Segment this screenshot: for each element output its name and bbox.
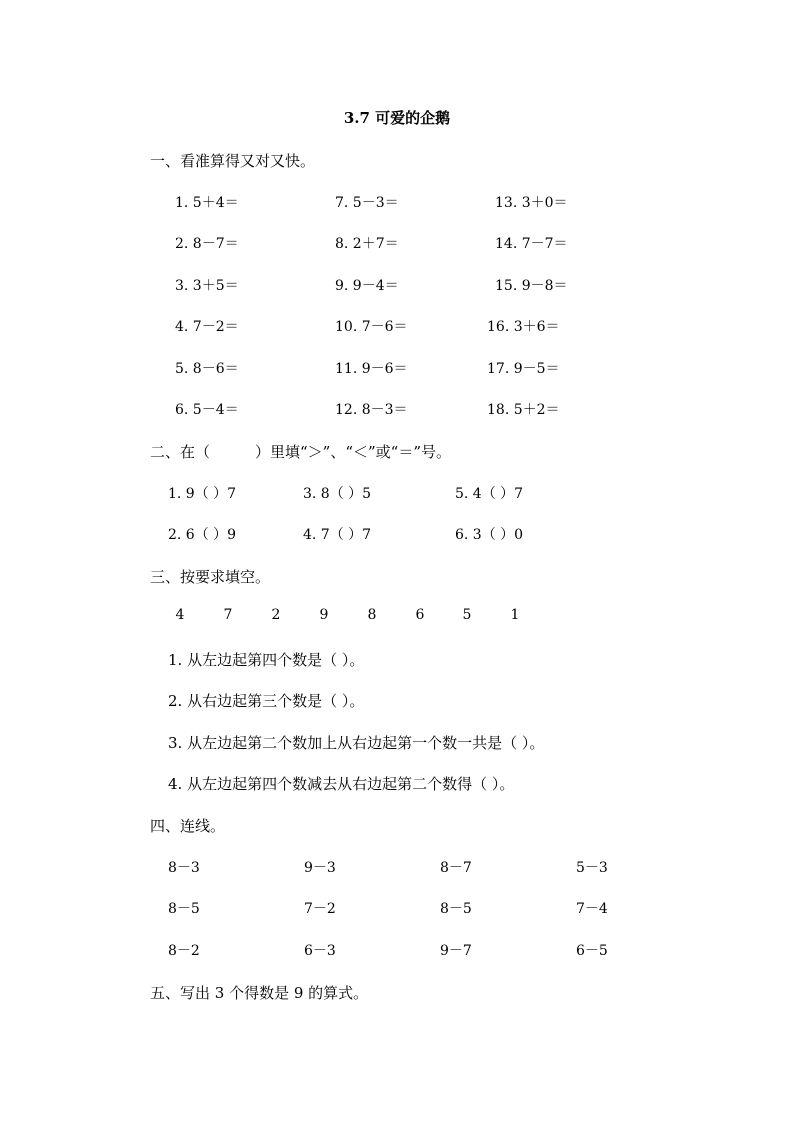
matching-expression: 7－2 [304, 901, 336, 917]
exercise-item: 7. 5－3＝ [335, 195, 399, 211]
exercise-item: 11. 9－6＝ [335, 361, 408, 377]
sequence-number: 5 [462, 607, 472, 623]
exercise-item: 1. 5＋4＝ [175, 195, 239, 211]
fill-question: 3. 从左边起第二个数加上从右边起第一个数一共是（ ）。 [168, 734, 545, 752]
fill-question: 2. 从右边起第三个数是（ ）。 [168, 692, 365, 710]
matching-expression: 5－3 [576, 860, 608, 876]
section-1-heading: 一、看准算得又对又快。 [150, 152, 316, 170]
comparison-item: 4. 7（ ）7 [303, 527, 372, 543]
page-title: 3.7 可爱的企鹅 [343, 109, 451, 127]
exercise-item: 5. 8－6＝ [175, 361, 239, 377]
exercise-item: 14. 7－7＝ [495, 236, 568, 252]
matching-expression: 7－4 [576, 901, 608, 917]
matching-expression: 6－5 [576, 943, 608, 959]
sequence-number: 8 [367, 607, 377, 623]
comparison-item: 1. 9（ ）7 [168, 486, 237, 502]
exercise-item: 9. 9－4＝ [335, 278, 399, 294]
exercise-item: 4. 7－2＝ [175, 319, 239, 335]
exercise-item: 16. 3＋6＝ [487, 319, 560, 335]
exercise-item: 8. 2＋7＝ [335, 236, 399, 252]
matching-expression: 9－7 [440, 943, 472, 959]
section-2-heading: 二、在（ ）里填“＞”、“＜”或“＝”号。 [150, 443, 452, 461]
exercise-item: 10. 7－6＝ [335, 319, 408, 335]
exercise-item: 2. 8－7＝ [175, 236, 239, 252]
matching-expression: 8－3 [168, 860, 200, 876]
comparison-item: 6. 3（ ）0 [455, 527, 524, 543]
matching-expression: 6－3 [304, 943, 336, 959]
fill-question: 1. 从左边起第四个数是（ ）。 [168, 651, 365, 669]
sequence-number: 1 [510, 607, 520, 623]
section-3-heading: 三、按要求填空。 [150, 568, 271, 586]
sequence-number: 4 [175, 607, 185, 623]
matching-expression: 8－7 [440, 860, 472, 876]
comparison-item: 5. 4（ ）7 [455, 486, 524, 502]
exercise-item: 6. 5－4＝ [175, 402, 239, 418]
sequence-number: 7 [223, 607, 233, 623]
matching-expression: 9－3 [304, 860, 336, 876]
matching-expression: 8－5 [168, 901, 200, 917]
comparison-item: 3. 8（ ）5 [303, 486, 372, 502]
section-4-heading: 四、连线。 [150, 817, 226, 835]
matching-expression: 8－5 [440, 901, 472, 917]
sequence-number: 6 [415, 607, 425, 623]
sequence-number: 9 [319, 607, 329, 623]
exercise-item: 18. 5＋2＝ [487, 402, 560, 418]
exercise-item: 3. 3＋5＝ [175, 278, 239, 294]
fill-question: 4. 从左边起第四个数减去从右边起第二个数得（ ）。 [168, 775, 515, 793]
exercise-item: 12. 8－3＝ [335, 402, 408, 418]
exercise-item: 13. 3＋0＝ [495, 195, 568, 211]
exercise-item: 15. 9－8＝ [495, 278, 568, 294]
matching-expression: 8－2 [168, 943, 200, 959]
section-5-heading: 五、写出 3 个得数是 9 的算式。 [150, 984, 369, 1002]
sequence-number: 2 [271, 607, 281, 623]
comparison-item: 2. 6（ ）9 [168, 527, 237, 543]
exercise-item: 17. 9－5＝ [487, 361, 560, 377]
